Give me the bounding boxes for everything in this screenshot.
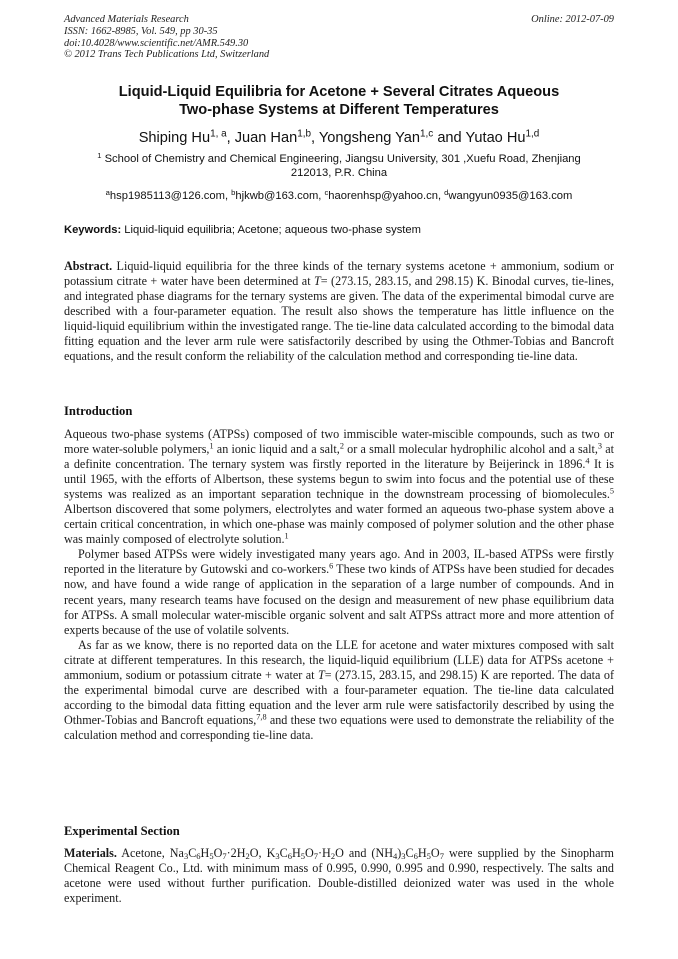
email-link[interactable]: haorenhsp@yahoo.cn (328, 190, 438, 202)
abstract-label: Abstract. (64, 259, 113, 273)
citation-ref: 2 (339, 441, 344, 451)
intro-paragraph-1 (64, 427, 614, 547)
citation-ref: 5 (609, 486, 614, 496)
abstract-text-b: = (273.15, 283.15, and 298.15) K. Binodal curves, tie-lines, and integrated phase diagrams for the ternary systems are given. The data of the experimental bimodal curve are described with a four-parameter equation. The result also shows the temperature has little influence on the liquid-liquid equilibrium within the investigated range. The tie-line data calculated according to the bimodal data fitting equation and the lever arm rule were satisfactorily described by using the Othmer-Tobias and Bancroft equations, and the result conform the reliability of the calculation method and corresponding tie-line data. (64, 274, 614, 364)
author-mark: 1,b (297, 128, 311, 140)
author-mark: 1, a (210, 128, 227, 140)
email-separator: , (437, 190, 445, 202)
intro-text: These two kinds of ATPSs have been studied for decades now, and have found a wide range of application in the separation of a large number of compounds. And in recent years, many research teams have focused on the design and measurement of new phase equilibrium data for ATPSs. A small molecular water-miscible organic solvent and salt ATPSs attract more and more attention of experts because of the use of volatile solvents. (64, 562, 614, 637)
email-link[interactable]: hjkwb@163.com (235, 190, 319, 202)
formula-text: H (200, 846, 210, 860)
author-name: Shiping Hu (138, 130, 211, 146)
formula-subscript: 6 (196, 851, 201, 862)
author-name: Juan Han (234, 130, 298, 146)
formula-subscript: 3 (401, 851, 406, 862)
formula-subscript: 3 (275, 851, 280, 862)
author-mark: 1,d (525, 128, 540, 140)
intro-paragraph-3 (64, 638, 614, 743)
intro-text: or a small molecular hydrophilic alcohol and a salt, (343, 442, 598, 457)
formula-subscript: 7 (222, 851, 227, 862)
journal-name: Advanced Materials Research (64, 14, 189, 25)
keywords-label: Keywords: (64, 224, 122, 236)
keywords (64, 223, 614, 237)
formula-subscript: 4 (392, 851, 398, 862)
citation-ref: 1 (209, 441, 214, 451)
intro-text: an ionic liquid and a salt, (213, 442, 340, 457)
formula-subscript: 6 (413, 851, 418, 862)
citation-ref: 1 (284, 531, 289, 541)
formula-subscript: 2 (330, 851, 336, 862)
keywords-text: Liquid-liquid equilibria; Acetone; aqueous two-phase system (121, 224, 421, 236)
citation-ref: 7,8 (256, 712, 267, 722)
formula-text: C (405, 846, 414, 860)
email-mark: d (444, 187, 449, 197)
citation-ref: 4 (585, 456, 590, 466)
email-separator: , (224, 190, 232, 202)
author-mark: 1,c (420, 128, 434, 140)
email-separator: , (318, 190, 325, 202)
formula-text: O, K (249, 846, 276, 860)
materials-text: were supplied by the Sinopharm Chemical Reagent Co., Ltd. with minimum mass of 0.995, 0.990, 0.995 and 0.990, respectively. The salts and acetone were used without further purification. Double-distilled deionized water was used in the whole experiment. (64, 846, 614, 906)
materials-label: Materials. (64, 846, 117, 860)
email-mark: a (105, 187, 110, 197)
intro-text: = (273.15, 283.15, and 298.15) K are reported. The data of the experimental bimodal curve are described with a four-parameter equation. The tie-line data calculated according to the bimodal data fitting equation and the lever arm rule were satisfactorily described by using the Othmer-Tobias and Bancroft equations, (64, 667, 615, 727)
journal-issn: ISSN: 1662-8985, Vol. 549, pp 30-35 (64, 25, 218, 37)
abstract-text-a: Liquid-liquid equilibria for the three kinds of the ternary systems acetone + ammonium, sodium or potassium citrate + water have been determined at (64, 259, 614, 289)
formula-subscript: 7 (439, 851, 444, 862)
formula-subscript: 5 (426, 851, 431, 862)
journal-header (64, 14, 269, 61)
author-emails (64, 189, 614, 203)
intro-text: and these two equations were used to demonstrate the reliability of the calculation method and corresponding tie-line data. (64, 712, 614, 742)
title-line-1: Liquid-Liquid Equilibria for Acetone + Several Citrates Aqueous (118, 84, 560, 100)
formula-subscript: 5 (209, 851, 214, 862)
formula-subscript: 7 (313, 851, 319, 862)
formula-text: C (279, 846, 288, 860)
intro-paragraph-2 (64, 547, 614, 637)
affiliation-line-2: 212013, P.R. China (290, 167, 388, 180)
author-name: Yutao Hu (465, 130, 526, 146)
intro-text: Polymer based ATPSs were widely investigated many years ago. And in 2003, IL-based ATPSs were firstly reported in the literature by Gutowski and co-workers. (64, 547, 614, 577)
formula-text: O and (NH (335, 846, 393, 860)
email-mark: c (324, 187, 329, 197)
email-link[interactable]: wangyun0935@163.com (448, 190, 573, 202)
title-line-2: Two-phase Systems at Different Temperatures (179, 102, 499, 118)
affiliation (64, 152, 614, 181)
paper-title (64, 83, 614, 119)
affiliation-mark: 1 (97, 150, 102, 160)
formula-text: ·H (318, 846, 331, 860)
author-separator: and (433, 130, 466, 146)
author-separator: , (311, 130, 319, 146)
affiliation-line-1: School of Chemistry and Chemical Engineering, Jiangsu University, 301 ,Xuefu Road, Zhenjiang (104, 153, 581, 165)
intro-text: It is until 1965, with the efforts of Albertson, these systems begun to swim into focus and the potential use of these systems was realized as an important separation technique in the downstream processing of biomolecules. (64, 457, 614, 502)
materials-text: Acetone, Na (116, 846, 184, 860)
introduction-body (64, 427, 614, 743)
experimental-heading: Experimental Section (64, 824, 180, 838)
formula-text: ) (397, 846, 402, 860)
intro-text: Albertson discovered that some polymers, electrolytes and water formed an aqueous two-phase system above a certain critical concentration, in which one-phase was mainly composed of polymer solution and the other phase was mainly composed of electrolyte solution. (64, 502, 614, 547)
formula-subscript: 3 (183, 851, 189, 862)
online-date: Online: 2012-07-09 (531, 14, 614, 25)
formula-text: ·2H (226, 846, 246, 860)
journal-doi: doi:10.4028/www.scientific.net/AMR.549.30 (64, 37, 249, 49)
abstract (64, 259, 614, 364)
author-list (64, 129, 614, 147)
author-separator: , (226, 130, 235, 146)
formula-subscript: 5 (300, 851, 305, 862)
formula-subscript: 6 (287, 851, 292, 862)
citation-ref: 6 (329, 561, 334, 571)
formula-text: C (188, 846, 197, 860)
formula-text: O (430, 846, 440, 860)
formula-text: O (213, 846, 223, 860)
formula-text: H (417, 846, 427, 860)
materials-body (64, 846, 614, 906)
formula-text: H (291, 846, 301, 860)
journal-copyright: © 2012 Trans Tech Publications Ltd, Switzerland (64, 49, 270, 61)
citation-ref: 3 (597, 441, 602, 451)
intro-text: Aqueous two-phase systems (ATPSs) composed of two immiscible water-miscible compounds, such as two or more water-soluble polymers, (64, 427, 614, 457)
formula-text: O (304, 846, 314, 860)
email-link[interactable]: hsp1985113@126.com (109, 190, 225, 202)
introduction-heading: Introduction (64, 404, 133, 418)
temperature-symbol: T (314, 274, 321, 289)
author-name: Yongsheng Yan (318, 130, 421, 146)
intro-text: at a definite concentration. The ternary system was firstly reported in the literature by Beijerinck in 1896. (64, 442, 614, 472)
email-mark: b (231, 187, 236, 197)
formula-subscript: 2 (245, 851, 250, 862)
temperature-symbol: T (317, 667, 325, 682)
intro-text: As far as we know, there is no reported data on the LLE for acetone and water mixtures composed with salt citrate at different temperatures. In this research, the liquid-liquid equilibrium (LLE) data for ATPSs acetone + ammonium, sodium or potassium citrate + water at (64, 637, 614, 682)
